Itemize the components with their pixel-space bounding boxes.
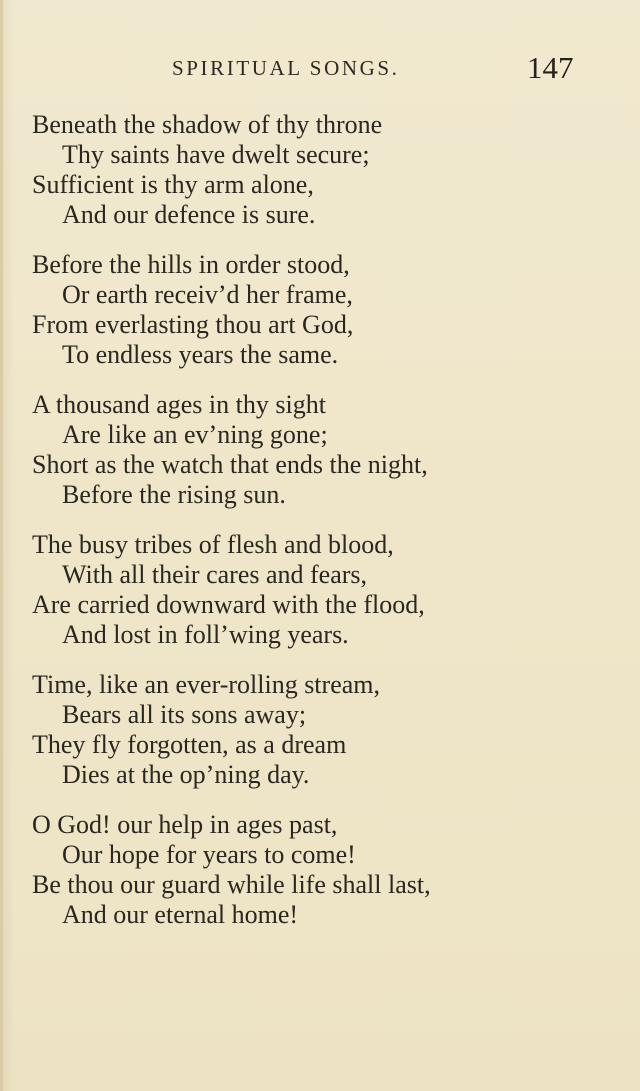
stanza-1	[32, 110, 612, 230]
verse-line: Before the hills in order stood,	[32, 250, 350, 279]
verse-line: And our defence is sure.	[62, 200, 316, 229]
verse-line: Sufficient is thy arm alone,	[32, 170, 314, 199]
verse-line: Thy saints have dwelt secure;	[62, 140, 370, 169]
page-number: 147	[527, 50, 574, 85]
stanza-4	[32, 530, 612, 650]
verse-line: Short as the watch that ends the night,	[32, 450, 428, 479]
verse-line: Bears all its sons away;	[62, 700, 307, 729]
verse-line: With all their cares and fears,	[62, 560, 368, 589]
verse-line: Time, like an ever-rolling stream,	[32, 670, 380, 699]
stanza-2	[32, 250, 612, 370]
verse-line: A thousand ages in thy sight	[32, 390, 326, 419]
running-title: SPIRITUAL SONGS.	[172, 56, 400, 80]
stanza-3	[32, 390, 612, 510]
stanza-5	[32, 670, 612, 790]
hymn-text	[32, 110, 612, 950]
verse-line: From everlasting thou art God,	[32, 310, 354, 339]
page-gutter-edge	[0, 0, 3, 1091]
verse-line: Or earth receiv’d her frame,	[62, 280, 353, 309]
verse-line: O God! our help in ages past,	[32, 810, 338, 839]
verse-line: Our hope for years to come!	[62, 840, 356, 869]
verse-line: And our eternal home!	[62, 900, 299, 929]
verse-line: Before the rising sun.	[62, 480, 286, 509]
verse-line: Dies at the op’ning day.	[62, 760, 310, 789]
verse-line: And lost in foll’wing years.	[62, 620, 349, 649]
stanza-6	[32, 810, 612, 930]
verse-line: Are like an ev’ning gone;	[62, 420, 328, 449]
verse-line: Be thou our guard while life shall last,	[32, 870, 431, 899]
verse-line: Are carried downward with the flood,	[32, 590, 425, 619]
verse-line: To endless years the same.	[62, 340, 339, 369]
verse-line: The busy tribes of flesh and blood,	[32, 530, 394, 559]
verse-line: Beneath the shadow of thy throne	[32, 110, 383, 139]
verse-line: They fly forgotten, as a dream	[32, 730, 347, 759]
